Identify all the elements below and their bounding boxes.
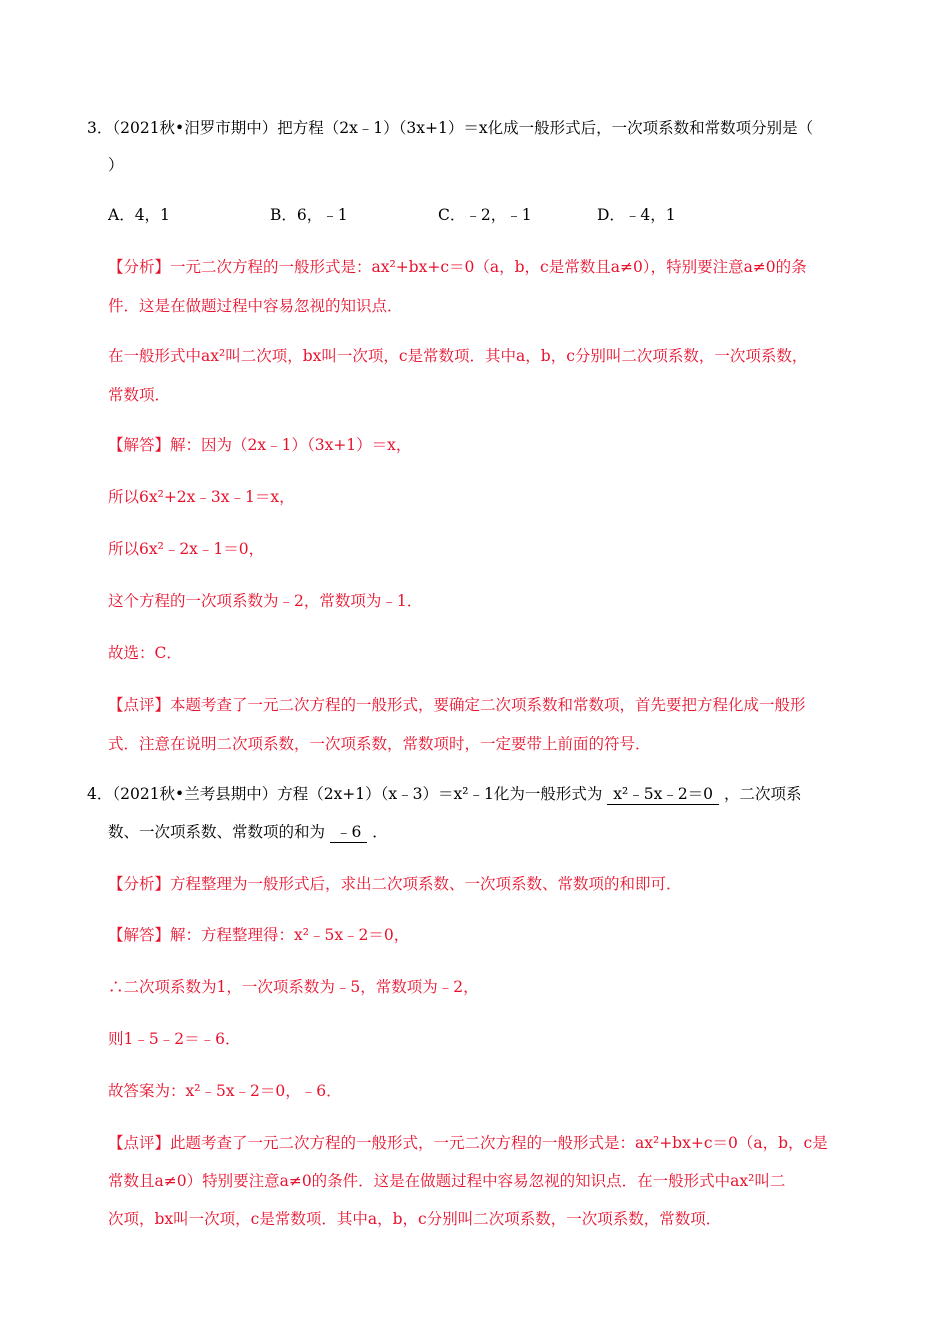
q3-solution-line4: 这个方程的一次项系数为﹣2，常数项为﹣1． [108, 592, 423, 610]
q3-solution-line3: 所以6x²﹣2x﹣1＝0， [108, 540, 265, 558]
q4-comment-line1: 【点评】此题考查了一元二次方程的一般形式，一元二次方程的一般形式是：ax²+bx+c＝0（a，b，c是 [108, 1134, 828, 1152]
q4-solution-line2: ∴二次项系数为1，一次项系数为﹣5，常数项为﹣2， [108, 978, 479, 996]
q4-comment-line3: 次项，bx叫一次项，c是常数项．其中a，b，c分别叫二次项系数，一次项系数，常数项． [108, 1210, 722, 1228]
q3-analysis-line1: 【分析】一元二次方程的一般形式是：ax²+bx+c＝0（a，b，c是常数且a≠0），特别要注意a≠0的条 [108, 258, 807, 276]
q4-stem-end: ． [372, 823, 388, 841]
q4-answer-blank-2: ﹣6 [330, 822, 367, 843]
q3-analysis-line4: 常数项． [108, 386, 171, 404]
q4-solution-line1: 【解答】解：方程整理得：x²﹣5x﹣2＝0， [108, 926, 410, 944]
q3-option-a: A．4，1 [108, 206, 170, 224]
q4-stem-line1 [87, 784, 802, 805]
q4-stem-text-tail: ，二次项系 [724, 785, 802, 803]
q3-stem-line1: 3．（2021秋•汨罗市期中）把方程（2x﹣1）（3x+1）＝x化成一般形式后，一次项系数和常数项分别是（ [87, 119, 814, 137]
q3-solution-line2: 所以6x²+2x﹣3x﹣1＝x， [108, 488, 295, 506]
q4-solution-line3: 则1﹣5﹣2＝﹣6． [108, 1030, 241, 1048]
q4-answer-blank-1: x²﹣5x﹣2＝0 [607, 784, 719, 805]
q4-analysis: 【分析】方程整理为一般形式后，求出二次项系数、一次项系数、常数项的和即可． [108, 875, 682, 893]
q4-stem-text-2: 数、一次项系数、常数项的和为 [108, 823, 326, 841]
q4-comment-line2: 常数且a≠0）特别要注意a≠0的条件．这是在做题过程中容易忽视的知识点．在一般形式中ax²叫二 [108, 1172, 786, 1190]
q4-stem-text: 4．（2021秋•兰考县期中）方程（2x+1）（x﹣3）＝x²﹣1化为一般形式为 [87, 785, 603, 803]
q3-option-b: B．6，﹣1 [270, 206, 348, 224]
q3-stem-line2: ） [108, 156, 124, 174]
q4-solution-line4: 故答案为：x²﹣5x﹣2＝0，﹣6． [108, 1082, 342, 1100]
q3-option-c: C．﹣2，﹣1 [438, 206, 532, 224]
q3-option-d: D．﹣4，1 [597, 206, 676, 224]
q3-solution-line1: 【解答】解：因为（2x﹣1）（3x+1）＝x， [108, 436, 412, 454]
q3-analysis-line2: 件．这是在做题过程中容易忽视的知识点． [108, 297, 403, 315]
q4-stem-line2 [108, 822, 388, 843]
q3-analysis-line3: 在一般形式中ax²叫二次项，bx叫一次项，c是常数项．其中a，b，c分别叫二次项系数，一次项系数， [108, 347, 808, 365]
q3-comment-line2: 式．注意在说明二次项系数，一次项系数，常数项时，一定要带上前面的符号． [108, 735, 651, 753]
q3-solution-line5: 故选：C． [108, 644, 182, 662]
q3-comment-line1: 【点评】本题考查了一元二次方程的一般形式，要确定二次项系数和常数项，首先要把方程化成一般形 [108, 696, 806, 714]
